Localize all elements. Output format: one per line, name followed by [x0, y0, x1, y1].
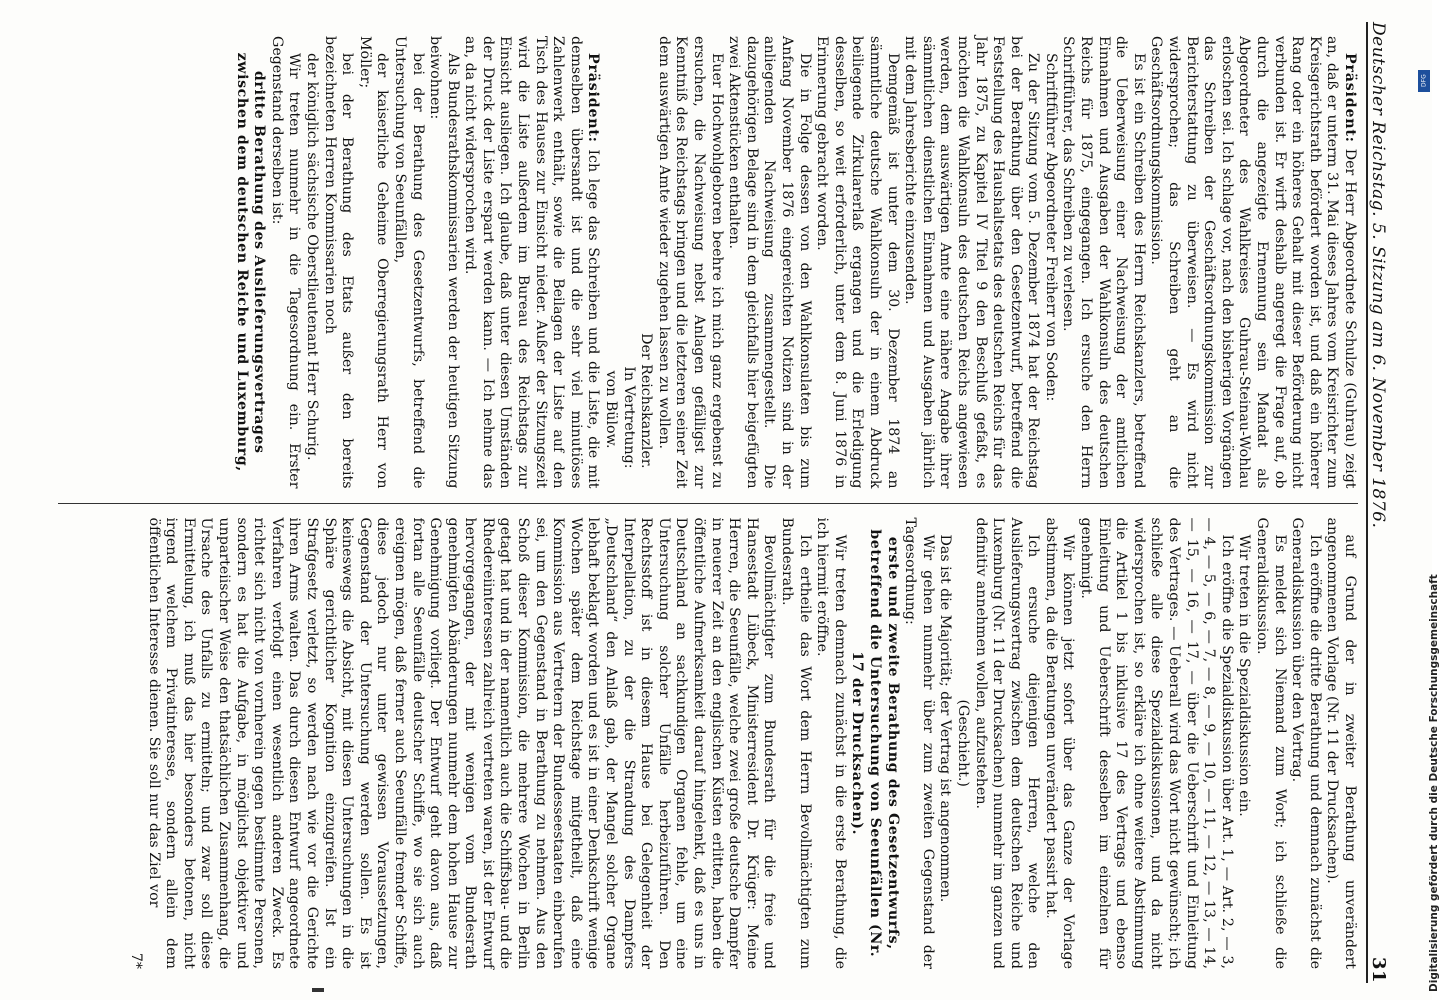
paragraph-text: der königlich sächsische Oberstlieutenant Herr Schurig.	[303, 53, 320, 461]
page-number: 31	[1368, 956, 1389, 983]
signature-line: In Vertretung:	[620, 366, 637, 469]
paragraph	[654, 36, 724, 489]
scan-margin-mark	[312, 988, 324, 992]
paragraph	[302, 36, 320, 489]
paragraph	[725, 36, 813, 489]
paragraph-text: Ich ersuche diejenigen Herren, welche den Auslieferungsvertrag zwischen dem deutschen Reiche und Luxemburg (Nr. 11 der Drucksachen) nunmehr im ganzen und definitiv annehmen wollen, aufzustehen.	[972, 517, 1042, 969]
left-column	[58, 22, 1358, 503]
paragraph	[813, 36, 901, 489]
paragraph	[813, 518, 848, 970]
paragraph-text: Wir können jetzt sofort über das Ganze der Vorlage abstimmen, da die Beratungen unverändert passirt hat.	[1042, 517, 1077, 969]
paragraph	[1041, 36, 1059, 489]
paragraph	[1041, 518, 1076, 970]
paragraph	[1059, 36, 1147, 489]
paragraph-text: Schriftführer Abgeordneter Freiherr von Soden:	[1042, 53, 1059, 402]
paragraph-text: Ich eröffne die dritte Berathung und demnach zunächst die Generaldiskussion über den Vertrag.	[1289, 517, 1323, 969]
rotated-document-page	[19, 8, 1404, 993]
paragraph	[320, 36, 355, 489]
paragraph-text: auf Grund der in zweiter Berathung unverändert angenommenen Vorlage (Nr. 11 der Drucksachen).	[1324, 517, 1358, 969]
paragraph	[901, 518, 936, 970]
paragraph-text: bei der Berathung des Etats außer den bereits bezeichneten Herren Kommissarien noch	[321, 36, 356, 489]
digitization-note: Digitalisierung gefördert durch die Deutsche Forschungsgemeinschaft	[1428, 574, 1440, 992]
paragraph	[901, 36, 1042, 489]
paragraph-text: Wir treten demnach zunächst in die erste Berathung, die ich hiermit eröffne.	[814, 517, 848, 969]
paragraph	[1235, 518, 1253, 970]
agenda-heading: dritte Berathung des Auslieferungsvertrages zwischen dem deutschen Reiche und Luxemburg,	[233, 52, 268, 472]
page-header	[1366, 22, 1398, 983]
signature-line: von Bülow.	[603, 370, 620, 449]
paragraph	[1288, 518, 1323, 970]
paragraph	[390, 36, 425, 489]
paragraph-text: Demgemäß ist unter dem 30. Dezember 1874 an sämmtliche deutsche Wahlkonsuln der in einem Abdruck beiliegende Zirkularerlaß ergangen und die Erledigung desselben, so weit erforderlich, unter dem 8. Juni 1876 in Erinnerung gebracht worden.	[814, 36, 901, 489]
speaker-name: Präsident:	[585, 53, 602, 143]
sheet-signature-mark: 7*	[128, 952, 145, 969]
paragraph-text: Zu der Sitzung vom 5. Dezember 1874 hat der Reichstag bei der Berathung über den Gesetzentwurf, betreffend die Feststellung des Haushaltsetats des deutschen Reichs für das Jahr 1875, zu Kapitel IV Titel 9 den Beschluß gefaßt, es möchten die Wahlkonsuln des deutschen Reichs angewiesen werden, dem auswärtigen Amte eine nähere Angabe ihrer sämmtlichen dienstlichen Einnahmen und Ausgaben jährlich mit dem Jahresberichte einzusenden.	[902, 36, 1042, 489]
stage-direction: (Geschieht.)	[954, 699, 971, 787]
paragraph-text: Wir treten in die Spezialdiskussion ein.	[1236, 534, 1253, 817]
paragraph-text: Es ist ein Schreiben des Herrn Reichskanzlers, betreffend die Ueberweisung einer Nachweisung der amtlichen Einnahmen und Ausgaben der Wahlkonsuln des deutschen Reichs für 1875, eingegangen. Ich ersuche den Herrn Schriftführer, das Schreiben zu verlesen.	[1060, 36, 1147, 489]
speaker-name: Präsident:	[1342, 53, 1358, 143]
paragraph-text: Wir treten nunmehr in die Tagesordnung ein. Erster Gegenstand derselben ist:	[268, 36, 303, 489]
paragraph-text: Es meldet sich Niemand zum Wort; ich schließe die Generaldiskussion.	[1254, 517, 1288, 969]
paragraph	[1077, 518, 1235, 970]
paragraph-text: Ich ertheile das Wort dem Herrn Bevollmächtigten zum Bundesrath.	[779, 517, 813, 969]
paragraph	[426, 36, 461, 489]
paragraph	[1323, 518, 1358, 970]
paragraph-text: Bevollmächtigter zum Bundesrath für die freie und Hansestadt Lübeck, Ministerresident Dr. Krüger: Meine Herren, die Seeunfälle, welche zwei große deutsche Dampfer in neuerer Zeit an den englischen Küsten erlitten, haben die öffentliche Aufmerksamkeit darauf hingelenkt, daß es uns in Deutschland an sachkundigen Organen fehle, um eine Untersuchung solcher Unfälle herbeizuführen. Den Rechtsstoff ist in diesem Hause bei Gelegenheit der Interpellation, zu der die Strandung des Dampfers „Deutschland“ den Anlaß gab, der Mangel solcher Organe lebhaft beklagt worden und es ist in einer Denkschrift wenige Wochen später dem Reichstage mitgetheilt, daß eine Kommission aus Vertretern der Bundesseestaaten einberufen sei, um den Gegenstand in Berathung zu nehmen. Aus den Schoß dieser Kommission, die mehrere Wochen in Berlin getagt hat und in der namentlich auch die Schiffsbau- und die Rhedereiinteressen zahlreich vertreten waren, ist der Entwurf hervorgegangen, der mit wenigen vom Bundesrath genehmigten Abänderungen nunmehr dem hohen Hause zur Genehmigung vorliegt. Der Entwurf geht davon aus, daß fortan alle Seeunfälle deutscher Schiffe, wo sie sich auch ereignen mögen, daß ferner auch Seeunfälle fremder Schiffe, diese jedoch nur unter gewissen Voraussetzungen, Gegenstand der Untersuchung werden sollen. Es ist keineswegs die Absicht, mit diesen Untersuchungen in die Sphäre gerichtlicher Kognition einzugreifen. Ist ein Strafgesetz verletzt, so werden nach wie vor die Gerichte ihren Arms walten. Das durch diesen Entwurf angeordnete Verfahren verfolgt einen wesentlich anderen Zweck. Es richtet sich nicht von vornherein gegen bestimmte Personen, sondern es hat die Aufgabe, in möglichst objektiver und unparteiischer Weise den thatsächlichen Zusammenhang, die Ursache des Unfalls zu ermitteln; und zwar soll diese Ermittelung, ich muß das hier besonders betonen, nicht irgend welchem Privatinteresse, sondern allein dem öffentlichen Interesse dienen. Sie soll nur das Ziel vor	[145, 517, 778, 969]
text-columns	[58, 22, 1358, 983]
paragraph-text: Der Herr Abgeordnete Schulze (Guhrau) zeigt an, daß er unterm 31. Mai dieses Jahres vom Kreisrichter zum Kreisgerichtsrath befördert worden ist, und daß ein höherer Rang oder ein höheres Gehalt mit dieser Beförderung nicht verbunden ist. Er wirft deshalb angeregt die Frage auf, ob durch die angezeigte Ernennung sein Mandat als Abgeordneter des Wahlkreises Guhrau-Steinau-Wohlau erloschen sei. Ich schlage vor, nach den bisherigen Vorgängen das Schreiben der Geschäftsordnungskommission zur Berichterstattung zu überweisen. — Es wird nicht widersprochen; das Schreiben geht an die Geschäftsordnungskommission.	[1148, 36, 1358, 489]
paragraph	[1252, 518, 1287, 970]
paragraph	[461, 36, 602, 489]
paragraph-text: Wir gehen nunmehr über zum zweiten Gegenstand der Tagesordnung:	[902, 517, 936, 969]
right-column	[58, 503, 1358, 984]
agenda-heading: erste und zweite Berathung des Gesetzentwurfs, betreffend die Untersuchung von Seeunfällen (Nr. 17 der Drucksachen).	[849, 529, 901, 958]
paragraph	[971, 518, 1041, 970]
paragraph	[267, 36, 302, 489]
paragraph	[936, 518, 954, 970]
paragraph-text: Ich eröffne die Spezialdiskussion über Art. 1, — Art. 2, — 3, — 4, — 5, — 6, — 7, — 8, — 9, — 10, — 11, — 12, — 13, — 14, — 15, — 16, — 17, — über die Ueberschrift und Einleitung des Vertrages. — Ueberall wird das Wort nicht gewünscht; ich schließe alle diese Spezialdiskussionen, und da nicht widersprochen ist, so erkläre ich ohne weitere Abstimmung die Artikel 1 bis inklusive 17 des Vertrags und ebenso Einleitung und Ueberschrift desselben im einzelnen für genehmigt.	[1078, 517, 1235, 969]
paragraph	[355, 36, 390, 489]
paragraph	[144, 518, 777, 970]
paragraph-text: Als Bundesrathskommissarien werden der heutigen Sitzung beiwohnen:	[427, 36, 461, 489]
running-title: Deutscher Reichstag. 5. Sitzung am 6. November 1876.	[1368, 22, 1388, 529]
paragraph	[1147, 36, 1358, 489]
paragraph-text: Euer Hochwohlgeboren beehre ich mich ganz ergebenst zu ersuchen, die Nachweisung nebst Anlagen gefälligst zur Kenntniß des Reichstags bringen und die letzteren seiner Zeit dem auswärtigen Amte wieder zugehen lassen zu wollen.	[655, 36, 725, 489]
paragraph-text: Ich lege das Schreiben und die Liste, die mit demselben übersandt ist und die sehr viel minutiöses Zahlenwerk enthält, sowie die Beilagen der Liste auf den Tisch des Hauses zur Einsicht nieder. Außer der Sitzungszeit wird die Liste außerdem im Bureau des Reichstags zur Einsicht ausliegen. Ich glaube, daß unter diesen Umständen der Druck der Liste erspart werden kann. — Ich nehme das an, da nicht widersprochen wird.	[462, 36, 602, 489]
dfg-logo: DFG	[1418, 70, 1430, 92]
paragraph-text: Das ist die Majorität; der Vertrag ist angenommen.	[937, 534, 954, 903]
paragraph-text: Die in Folge dessen von den Wahlkonsulaten bis zum Anfang November 1876 eingereichten Notizen sind in der anliegenden Nachweisung zusammengestellt. Die dazugehörigen Belage sind in dem gleichfalls hier beigefügten zwei Aktenstücken enthalten.	[726, 36, 813, 489]
paragraph	[777, 518, 812, 970]
paragraph-text: der kaiserliche Geheime Oberregierungsrath Herr von Möller;	[356, 36, 391, 489]
signature-line: Der Reichskanzler.	[638, 333, 655, 469]
paragraph-text: bei der Berathung des Gesetzentwurfs, betreffend die Untersuchung von Seeunfällen,	[391, 36, 426, 489]
